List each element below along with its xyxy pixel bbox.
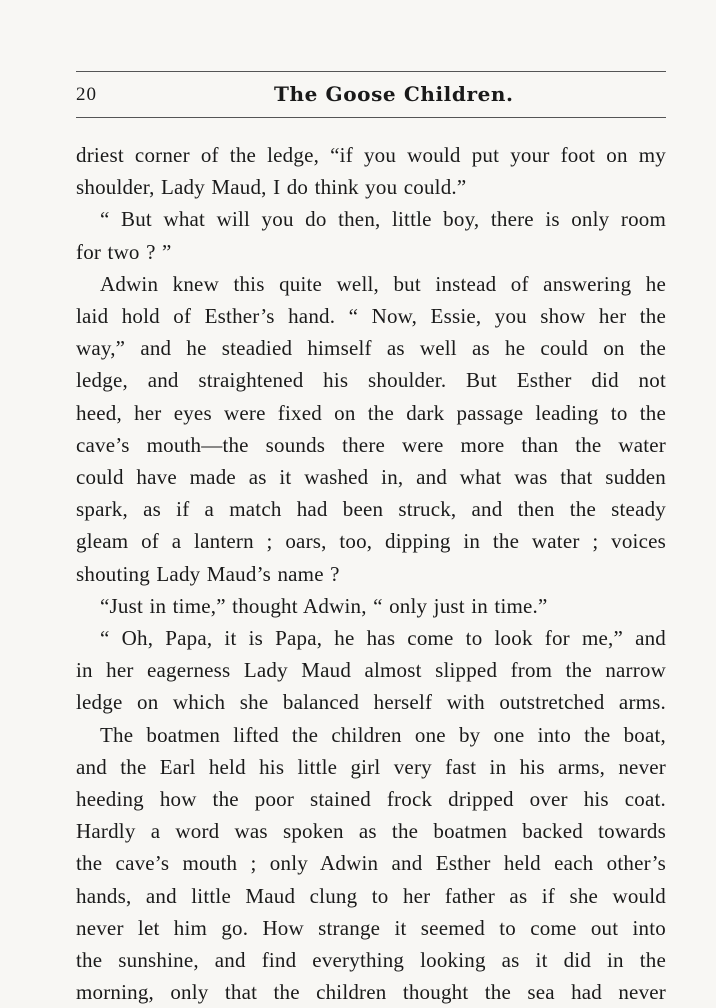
text-line: ledge, and straightened his shoulder. But Esther did not <box>76 368 666 393</box>
text-line: shoulder, Lady Maud, I do think you could.” <box>76 175 467 200</box>
text-line: and the Earl held his little girl very fast in his arms, never <box>76 754 666 779</box>
page-number: 20 <box>76 84 97 105</box>
text-line: The boatmen lifted the children one by one into the boat, <box>100 722 666 747</box>
running-header <box>76 80 666 110</box>
text-line: laid hold of Esther’s hand. “ Now, Essie, you show her the <box>76 304 666 329</box>
text-line: hands, and little Maud clung to her father as if she would <box>76 883 666 908</box>
text-line: gleam of a lantern ; oars, too, dipping in the water ; voices <box>76 529 666 554</box>
text-line: morning, only that the children thought the sea had never <box>76 980 666 1005</box>
text-line: for two ? ” <box>76 239 172 264</box>
header-bottom-rule <box>76 117 666 118</box>
text-line: driest corner of the ledge, “if you would put your foot on my <box>76 143 666 167</box>
text-line: Hardly a word was spoken as the boatmen backed towards <box>76 819 666 844</box>
text-line: “Just in time,” thought Adwin, “ only just in time.” <box>100 593 548 618</box>
text-line: way,” and he steadied himself as well as he could on the <box>76 336 666 361</box>
text-line: cave’s mouth—the sounds there were more than the water <box>76 432 666 457</box>
text-line: never let him go. How strange it seemed to come out into <box>76 915 666 940</box>
text-line: could have made as it washed in, and what was that sudden <box>76 465 666 490</box>
text-line: the cave’s mouth ; only Adwin and Esther held each other’s <box>76 851 666 876</box>
body-text <box>76 139 666 1008</box>
running-title: The Goose Children. <box>274 82 514 106</box>
text-line: “ Oh, Papa, it is Papa, he has come to look for me,” and <box>100 626 666 651</box>
text-line: spark, as if a match had been struck, and then the steady <box>76 497 666 522</box>
text-line: Adwin knew this quite well, but instead of answering he <box>100 271 666 296</box>
text-line: “ But what will you do then, little boy, there is only room <box>100 207 666 232</box>
text-line: shouting Lady Maud’s name ? <box>76 561 340 586</box>
text-line: heeding how the poor stained frock dripped over his coat. <box>76 787 666 812</box>
header-top-rule <box>76 71 666 72</box>
text-line: the sunshine, and find everything looking as it did in the <box>76 948 666 973</box>
text-line: ledge on which she balanced herself with outstretched arms. <box>76 690 666 715</box>
text-line: in her eagerness Lady Maud almost slipped from the narrow <box>76 658 666 683</box>
text-line: heed, her eyes were fixed on the dark passage leading to the <box>76 400 666 425</box>
